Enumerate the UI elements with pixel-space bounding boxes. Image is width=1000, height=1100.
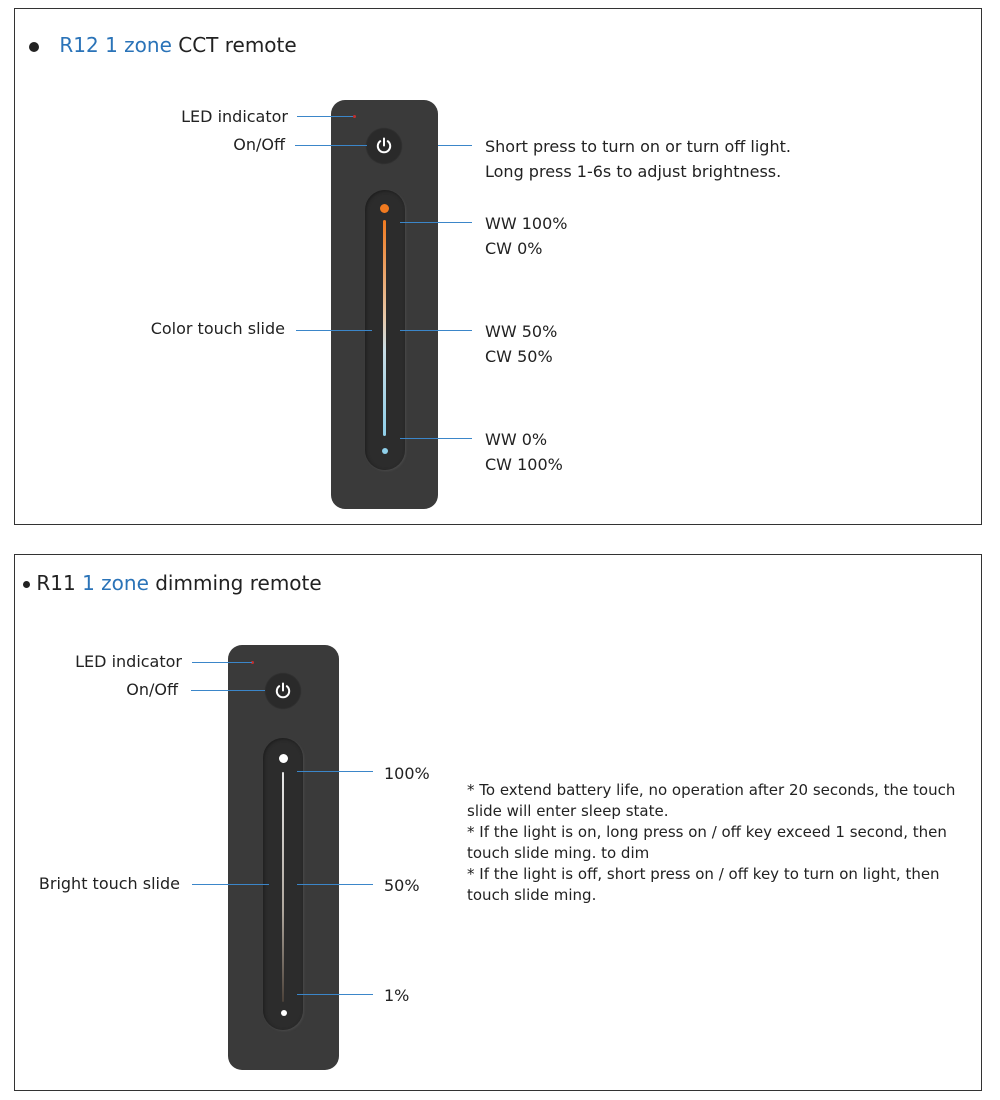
cct-gradient-bar (383, 220, 386, 436)
level-100-leader (297, 771, 373, 772)
on-off-desc-leader (438, 145, 472, 146)
note-sleep-state: * To extend battery life, no operation after 20 seconds, the touch slide will enter sleep state. (467, 781, 956, 820)
bottom-level-leader (400, 438, 472, 439)
cool-white-dot-icon (382, 448, 388, 454)
on-off-button[interactable] (365, 127, 403, 165)
led-indicator-leader (297, 116, 353, 117)
on-off-label: On/Off (233, 135, 285, 154)
warm-white-dot-icon (380, 204, 389, 213)
on-off-button[interactable] (264, 672, 302, 710)
note-turn-on-when-off: * If the light is off, short press on / off key to turn on light, then touch slide ming. (467, 865, 940, 904)
r11-section-title (23, 571, 322, 595)
bullet-icon (23, 581, 30, 588)
level-100-label: 100% (384, 764, 430, 783)
level-1-label: 1% (384, 986, 410, 1005)
on-off-label: On/Off (126, 680, 178, 699)
title-type: dimming remote (155, 571, 322, 595)
ww100-label: WW 100% (485, 214, 568, 233)
r12-remote-body (331, 100, 438, 509)
power-icon (374, 136, 394, 156)
on-off-leader (295, 145, 367, 146)
title-zone: 1 zone (82, 571, 149, 595)
min-brightness-dot-icon (281, 1010, 287, 1016)
bright-touch-slide-label: Bright touch slide (38, 874, 180, 893)
level-50-leader (297, 884, 373, 885)
title-model: R12 (59, 33, 99, 57)
on-off-desc-line1: Short press to turn on or turn off light. (485, 137, 791, 156)
bright-slide-leader (192, 884, 269, 885)
ww0-label: WW 0% (485, 430, 548, 449)
ww50-label: WW 50% (485, 322, 558, 341)
mid-level-leader (400, 330, 472, 331)
bullet-icon (29, 42, 39, 52)
usage-notes (467, 780, 977, 906)
title-zone: 1 zone (105, 33, 172, 57)
title-model: R11 (36, 571, 76, 595)
r11-remote-body (228, 645, 339, 1070)
level-50-label: 50% (384, 876, 420, 895)
note-dim-when-on: * If the light is on, long press on / off key exceed 1 second, then touch slide ming. to dim (467, 823, 947, 862)
top-level-leader (400, 222, 472, 223)
title-type: CCT remote (178, 33, 297, 57)
led-indicator-icon (353, 115, 356, 118)
on-off-desc-line2: Long press 1-6s to adjust brightness. (485, 162, 782, 181)
max-brightness-dot-icon (279, 754, 288, 763)
on-off-leader (191, 690, 265, 691)
color-touch-slide-label: Color touch slide (150, 319, 285, 338)
color-slide-leader (296, 330, 372, 331)
cw0-label: CW 0% (485, 239, 543, 258)
led-indicator-leader (192, 662, 252, 663)
level-1-leader (297, 994, 373, 995)
r12-section-title (29, 33, 297, 57)
r12-section-panel (14, 8, 982, 525)
brightness-gradient-bar (282, 772, 284, 1002)
cw50-label: CW 50% (485, 347, 553, 366)
power-icon (273, 681, 293, 701)
led-indicator-label: LED indicator (75, 652, 182, 671)
led-indicator-label: LED indicator (181, 107, 288, 126)
r11-section-panel (14, 554, 982, 1091)
cw100-label: CW 100% (485, 455, 563, 474)
